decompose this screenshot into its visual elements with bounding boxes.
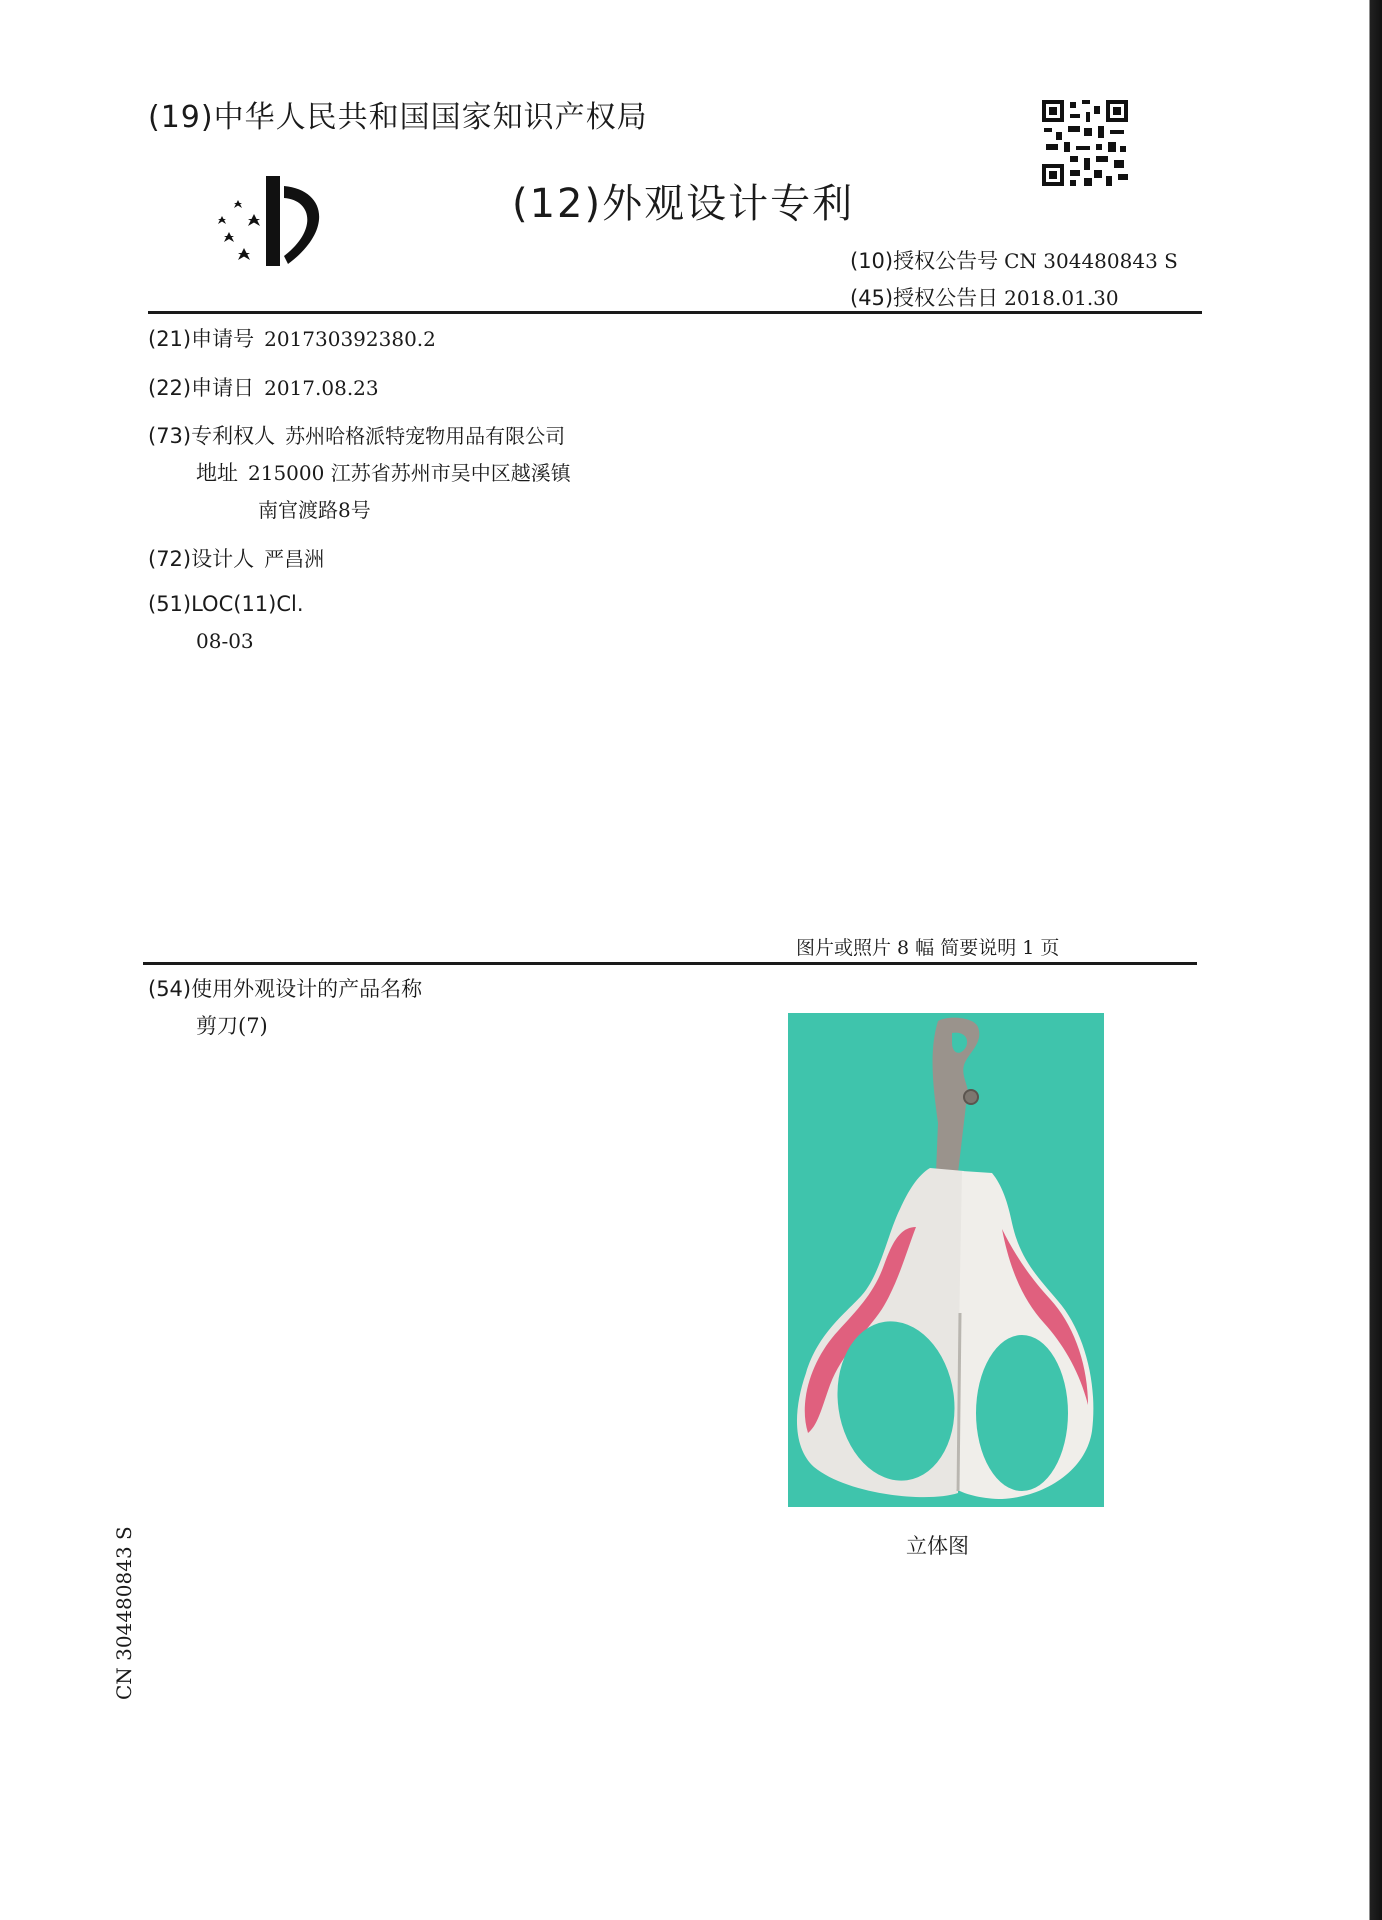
publication-number bbox=[850, 245, 1178, 275]
address bbox=[196, 457, 571, 487]
patentee-value: 苏州哈格派特宠物用品有限公司 bbox=[285, 424, 566, 448]
patentee bbox=[148, 420, 565, 450]
application-date bbox=[148, 372, 379, 402]
address-label: 地址 bbox=[196, 461, 238, 485]
top-divider bbox=[148, 311, 1202, 314]
publication-number-value: CN 304480843 S bbox=[1004, 249, 1178, 273]
scan-edge bbox=[1364, 0, 1382, 1920]
patentee-label: (73)专利权人 bbox=[148, 424, 276, 448]
product-photo bbox=[788, 1013, 1104, 1507]
loc-classification-label: (51)LOC(11)Cl. bbox=[148, 592, 304, 616]
designer-value: 严昌洲 bbox=[264, 547, 325, 571]
publication-date-value: 2018.01.30 bbox=[1004, 286, 1119, 310]
designer bbox=[148, 543, 324, 573]
publication-date bbox=[850, 282, 1119, 312]
publication-date-label: (45)授权公告日 bbox=[850, 286, 999, 310]
qr-code bbox=[1040, 98, 1130, 188]
patent-office-name: (19)中华人民共和国国家知识产权局 bbox=[148, 100, 648, 135]
loc-classification-value: 08-03 bbox=[196, 629, 254, 653]
figure-caption: 立体图 bbox=[906, 1534, 969, 1558]
application-date-label: (22)申请日 bbox=[148, 376, 255, 400]
address-line-1: 215000 江苏省苏州市吴中区越溪镇 bbox=[248, 461, 571, 485]
application-number-value: 201730392380.2 bbox=[264, 327, 436, 351]
product-name-label: (54)使用外观设计的产品名称 bbox=[148, 977, 423, 1001]
application-date-value: 2017.08.23 bbox=[264, 376, 379, 400]
address-line-2: 南官渡路8号 bbox=[258, 498, 371, 522]
publication-number-label: (10)授权公告号 bbox=[850, 249, 999, 273]
document-type: (12)外观设计专利 bbox=[512, 181, 855, 227]
application-number-label: (21)申请号 bbox=[148, 327, 255, 351]
side-publication-number: CN 304480843 S bbox=[112, 1526, 136, 1700]
figure-counts: 图片或照片 8 幅 简要说明 1 页 bbox=[796, 937, 1060, 959]
product-name: 剪刀(7) bbox=[196, 1014, 268, 1038]
middle-divider bbox=[143, 962, 1197, 965]
designer-label: (72)设计人 bbox=[148, 547, 255, 571]
cnipa-logo bbox=[208, 164, 338, 278]
application-number bbox=[148, 323, 436, 353]
